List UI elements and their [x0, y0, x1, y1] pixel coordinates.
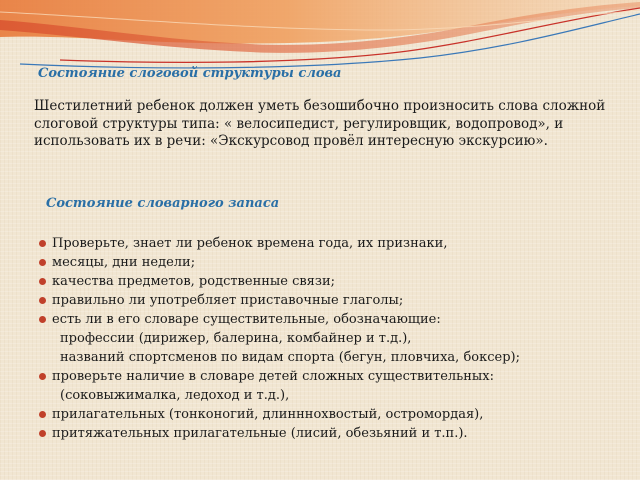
list-item: месяцы, дни недели; — [38, 253, 628, 272]
list-item-continuation: названий спортсменов по видам спорта (бегун, пловчиха, боксер); — [60, 350, 520, 365]
heading-syllable-structure: Состояние слоговой структуры слова — [38, 66, 342, 81]
list-item: проверьте наличие в словаре детей сложных существительных: — [38, 367, 628, 386]
vocabulary-checklist — [38, 234, 628, 443]
heading-vocabulary: Состояние словарного запаса — [46, 196, 280, 211]
list-item: правильно ли употребляет приставочные глаголы; — [38, 291, 628, 310]
list-item: прилагательных (тонконогий, длинннохвостый, остромордая), — [38, 405, 628, 424]
list-item: Проверьте, знает ли ребенок времена года, их признаки, — [38, 234, 628, 253]
list-item: качества предметов, родственные связи; — [38, 272, 628, 291]
list-item-continuation: (соковыжималка, ледоход и т.д.), — [60, 388, 290, 403]
intro-paragraph: Шестилетний ребенок должен уметь безошибочно произносить слова сложной слоговой структуры типа: « велосипедист, регулировщик, водопровод», и использовать их в речи: «Экскурсовод провёл интересную экскурсию». — [34, 98, 606, 149]
list-item-continuation: профессии (дирижер, балерина, комбайнер и т.д.), — [60, 331, 412, 346]
list-item: есть ли в его словаре существительные, обозначающие: — [38, 310, 628, 329]
list-item: притяжательных прилагательные (лисий, обезьяний и т.п.). — [38, 424, 628, 443]
